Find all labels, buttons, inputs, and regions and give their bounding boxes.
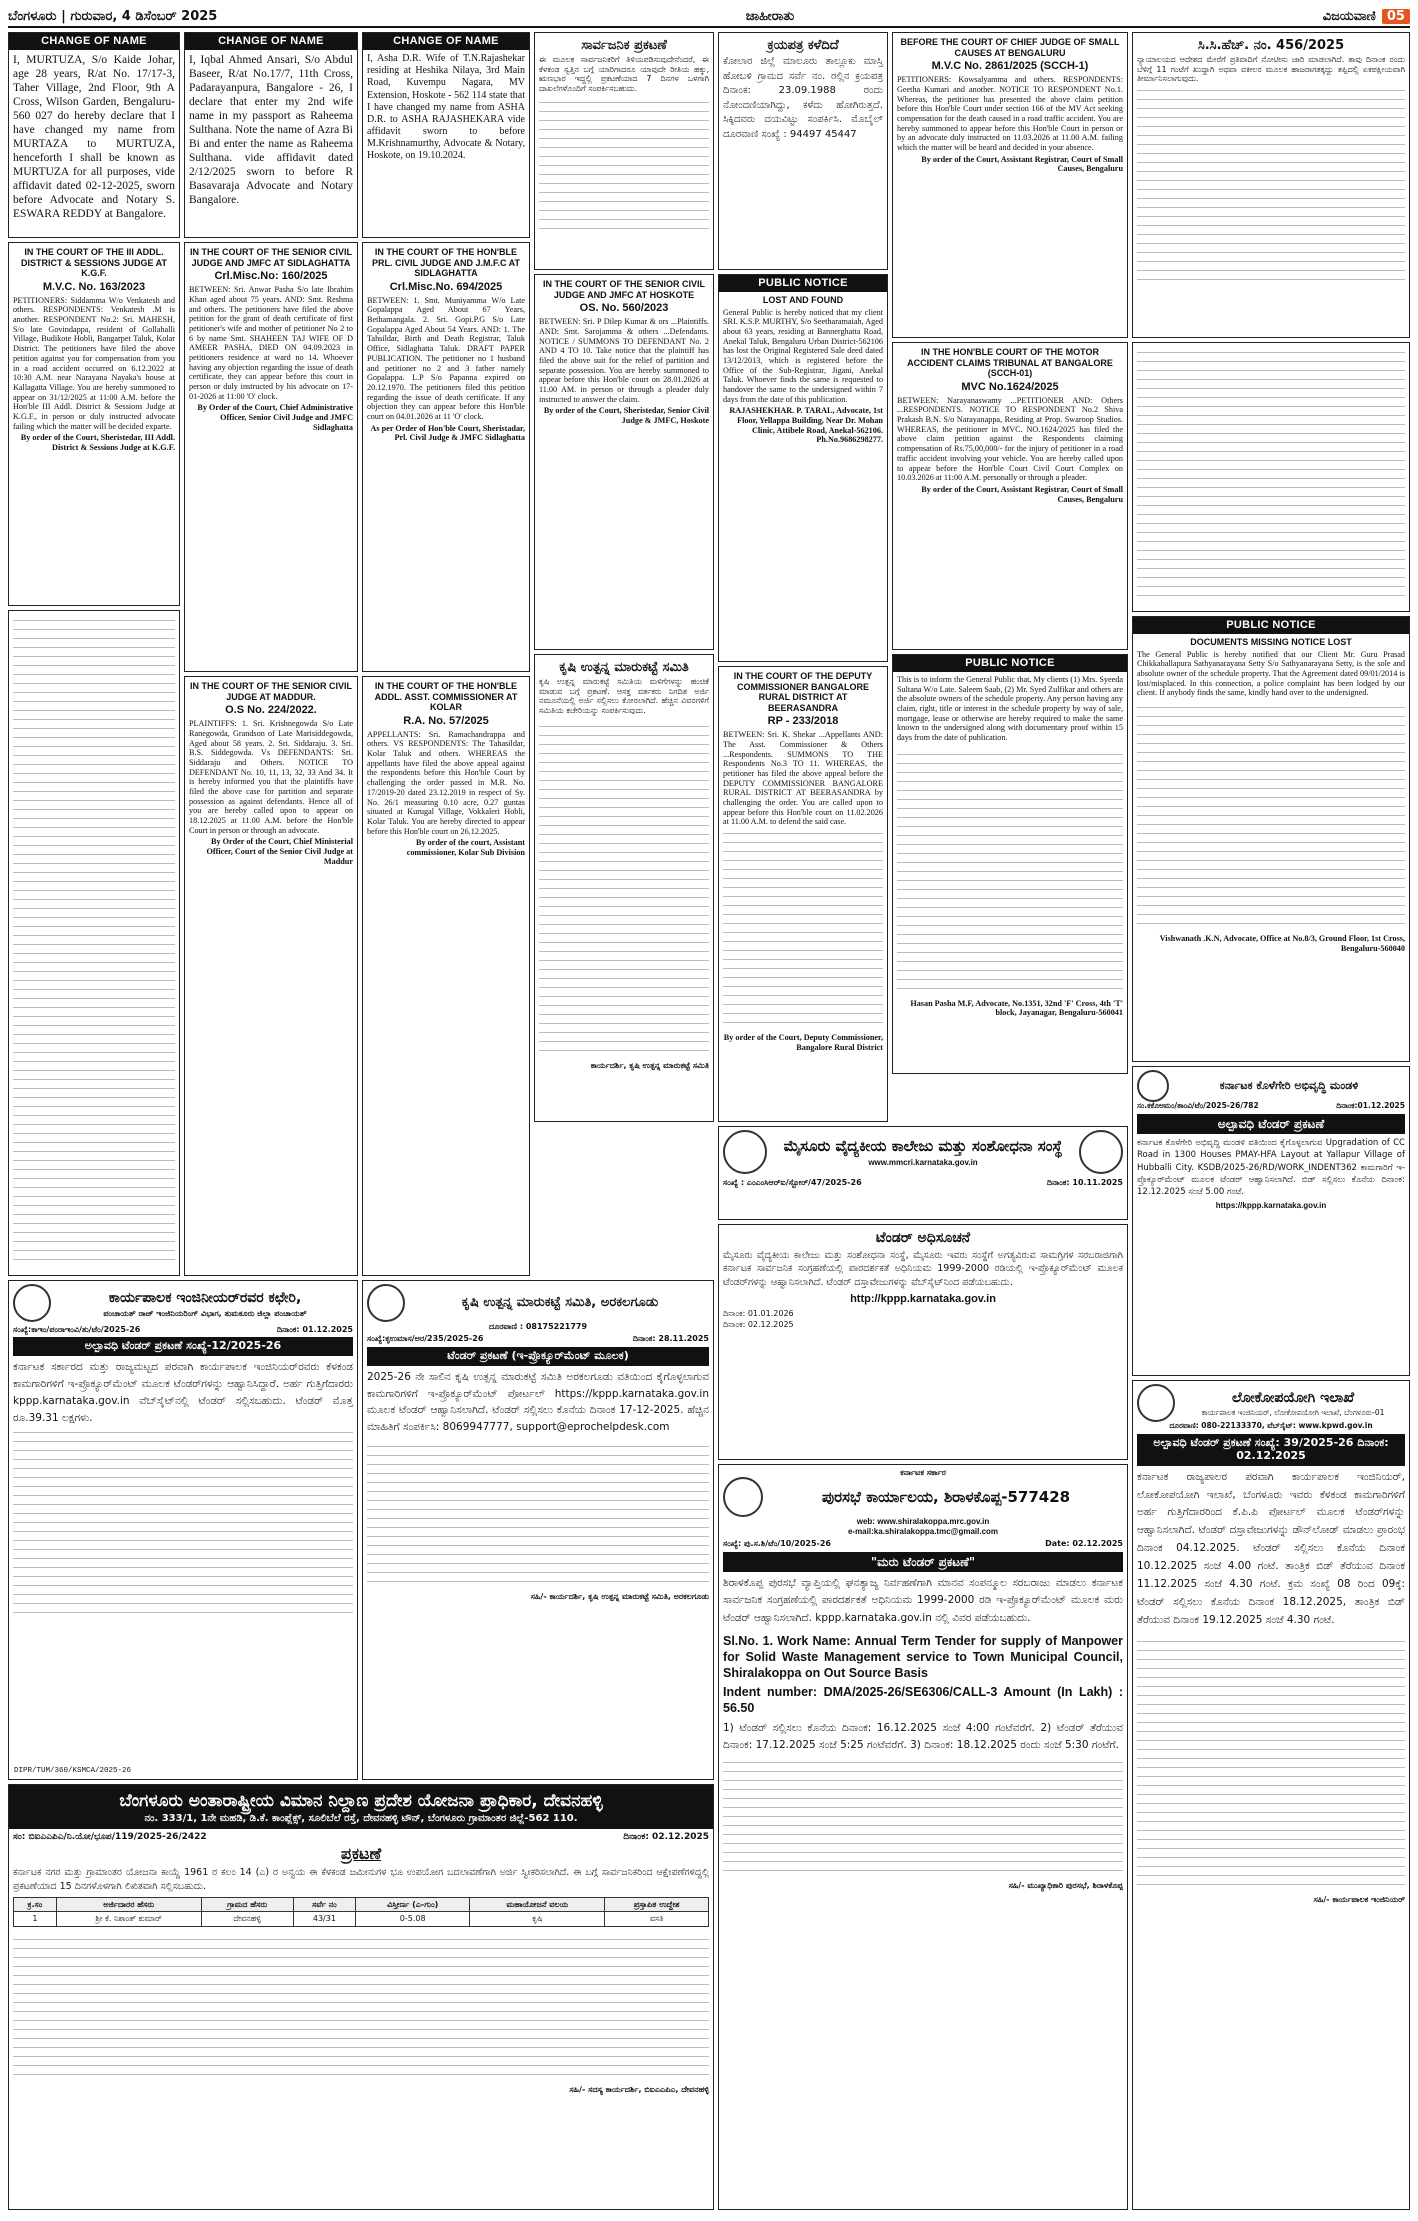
table-header: ವಿಸ್ತೀರ್ಣ (ಎ-ಗುಂ) — [355, 1897, 469, 1911]
ad-body: BETWEEN: 1. Smt. Muniyamma W/o Late Gopalappa Aged About 67 Years, Bethamangala. 2. Sri. Gopi.P.G S/o Late Gopalappa Aged About 54 Years. AND: 1. The Tahsildar, Birth and Death Registrar, Taluk Office, Sidlaghatta Taluk. DRAFT PAPER PUBLICATION. The petitioner no 1 husband and petitioner no 2 and 3 father namely Gopalappa. L.P S/o Papanna expired on 20.12.1970. The petitioners filed this petition regarding the issue of death certificate. If any objection they can appear before this Hon'ble court on 04.01.2026 at 11 'O' clock. — [367, 295, 525, 421]
work-name: Sl.No. 1. Work Name: Annual Term Tender for supply of Manpower for Solid Waste Management service to Town Municipal Council, Shiralakoppa on Out Source Basis — [723, 1633, 1123, 1681]
tender-date-2: ದಿನಾಂಕ: 02.12.2025 — [723, 1320, 794, 1330]
notice-heading: ಪ್ರಕಟಣೆ — [340, 1844, 382, 1864]
ad-signature: Vishwanath .K.N, Advocate, Office at No.8/3, Ground Floor, 1st Cross, Bengaluru-560040 — [1159, 933, 1405, 953]
karnataka-emblem-icon — [13, 1284, 51, 1322]
ksdb-tender-notice — [1132, 1066, 1410, 1376]
ad-body: ಕರ್ನಾಟಕ ನಗರ ಮತ್ತು ಗ್ರಾಮಾಂತರ ಯೋಜನಾ ಕಾಯ್ದೆ 1961 ರ ಕಲಂ 14 (ಎ) ರ ಅನ್ವಯ ಈ ಕೆಳಕಂಡ ಜಮೀನುಗಳ ಭೂ ಉಪಯೋಗ ಬದಲಾವಣೆಗಾಗಿ ಅರ್ಜಿ ಸ್ವೀಕರಿಸಲಾಗಿದೆ. ಈ ಬಗ್ಗೆ ಸಾರ್ವಜನಿಕರಿಂದ ಆಕ್ಷೇಪಣೆಗಳಿದ್ದಲ್ಲಿ ಪ್ರಕಟಣೆಯಾದ 15 ದಿನಗಳೊಳಗಾಗಿ ಲಿಖಿತವಾಗಿ ಸಲ್ಲಿಸಬಹುದು. — [13, 1867, 709, 1893]
case-number: M.V.C No. 2861/2025 (SCCH-1) — [931, 60, 1089, 73]
ad-signature: By order of the court, Assistant commissioner, Kolar Sub Division — [406, 838, 525, 857]
newspaper-page — [8, 6, 1410, 2215]
ad-body: I, Asha D.R. Wife of T.N.Rajashekar residing at Heshika Nilaya, 3rd Main Road, Kuvempu Nagara, MV Extension, Hoskote - 562 114 state that I have changed my name from ASHA D.R. to ASHA RAJASHEKARA vide affidavit sworn to before M.Krishnamurthy, Advocate & Notary, Hoskote, on 19.10.2024. — [367, 52, 525, 162]
case-number: M.V.C. No. 163/2023 — [42, 280, 146, 293]
ad-title: ಟೆಂಡರ್ ಅಧಿಸೂಚನೆ — [875, 1230, 971, 1246]
ad-body: This is to inform the General Public that, My clients (1) Mrs. Syeeda Sultana W/o Late. Saleem Saab, (2) Mr. Syed Zulfikar and others are the absolute owners of the schedule property. Any person having any claim, right, title or interest in the schedule property by way of sale, mortgage, lease or otherwise are hereby required to make the same known to the undersigned along with documentary proof within 15 days from the date of publication. — [897, 674, 1123, 742]
change-of-name-ad-1 — [8, 32, 180, 238]
tender-banner: ಅಲ್ಪಾವಧಿ ಟೆಂಡರ್ ಪ್ರಕಟಣೆ ಸಂಖ್ಯೆ-12/2025-26 — [13, 1337, 353, 1356]
ad-body: ಕರ್ನಾಟಕ ಕೊಳೆಗೇರಿ ಅಭಿವೃದ್ಧಿ ಮಂಡಳಿ ವತಿಯಿಂದ ಕೈಗೊಳ್ಳಲಾಗುವ Upgradation of CC Road in 1300 Houses PMAY-HFA Layout at Yallapur Village of Hubballi City. KSDB/2025-26/RD/WORK_INDENT362 ಕಾಮಗಾರಿಗೆ ಇ-ಪ್ರೊಕ್ಯೂರ್‌ಮೆಂಟ್ ಮೂಲಕ ಟೆಂಡರ್ ಆಹ್ವಾನಿಸಲಾಗಿದೆ. ಬಿಡ್ ಸಲ್ಲಿಸಲು ಕೊನೆಯ ದಿನಾಂಕ: 12.12.2025 ಸಂಜೆ 5.00 ಗಂಟೆ. — [1137, 1138, 1405, 1198]
tender-banner: ಅಲ್ಪಾವಧಿ ಟೆಂಡರ್ ಪ್ರಕಟಣೆ ಸಂಖ್ಯೆ: 39/2025-26 ದಿನಾಂಕ: 02.12.2025 — [1137, 1434, 1405, 1466]
ad-signature: By order of the Court, Sheristedar, III Addl. District & Sessions Judge at K.G.F. — [20, 433, 175, 452]
ad-signature: ಕಾರ್ಯದರ್ಶಿ, ಕೃಷಿ ಉತ್ಪನ್ನ ಮಾರುಕಟ್ಟೆ ಸಮಿತಿ — [590, 1061, 709, 1071]
ad-title: ಕೃಷಿ ಉತ್ಪನ್ನ ಮಾರುಕಟ್ಟೆ ಸಮಿತಿ, ಅರಕಲಗೂಡು — [461, 1295, 659, 1311]
case-number: O.S No. 224/2022. — [225, 704, 317, 717]
website: web: www.shiralakoppa.mrc.gov.in — [856, 1517, 990, 1527]
case-number: Crl.Misc.No. 694/2025 — [389, 280, 503, 293]
table-cell: ದೇವನಹಳ್ಳಿ — [201, 1912, 293, 1926]
ad-address: ನಂ. 333/1, 1ನೇ ಮಹಡಿ, ಡಿ.ಕೆ. ಕಾಂಪ್ಲೆಕ್ಸ್, ಸೂಲಿಬೆಲೆ ರಸ್ತೆ, ದೇವನಹಳ್ಳಿ ಟೌನ್, ಬೆಂಗಳೂರು ಗ್ರಾಮಾಂತರ ಜಿಲ್ಲೆ-562 110. — [144, 1813, 578, 1825]
ad-body: ಕರ್ನಾಟಕ ಸರ್ಕಾರದ ಮತ್ತು ರಾಜ್ಯಮಟ್ಟದ ಪರವಾಗಿ ಕಾರ್ಯಪಾಲಕ ಇಂಜಿನಿಯರ್‌ರವರು ಕೆಳಕಂಡ ಕಾಮಗಾರಿಗಳಿಗೆ ಇ-ಪ್ರೊಕ್ಯೂರ್‌ಮೆಂಟ್ ಮೂಲಕ ಟೆಂಡರ್‌ಗಳನ್ನು ಆಹ್ವಾನಿಸಿದ್ದಾರೆ. ಅರ್ಹ ಗುತ್ತಿಗೆದಾರರು kppp.karnataka.gov.in ವೆಬ್‌ಸೈಟ್‌ನಲ್ಲಿ ಟೆಂಡರ್ ಸಲ್ಲಿಸಬಹುದು. ಟೆಂಡರ್ ಮೊತ್ತ ರೂ.39.31 ಲಕ್ಷಗಳು. — [13, 1361, 353, 1424]
karnataka-emblem-icon — [723, 1477, 763, 1517]
case-number: Crl.Misc.No: 160/2025 — [214, 270, 328, 283]
hoskote-court-notice — [534, 274, 714, 650]
email: e-mail:ka.shiralakoppa.tmc@gmail.com — [847, 1526, 999, 1536]
ref-number: ಸಂಖ್ಯೆ:ಕಾಇಂ/ಪಂರಾಇಂವಿ/ತು/ಟೆಂ/2025-26 — [13, 1325, 141, 1334]
change-of-name-ad-2 — [184, 32, 358, 238]
ad-signature: By order of the Court, Sheristedar, Senior Civil Judge & JMFC, Hoskote — [543, 406, 709, 425]
tender-details-block — [367, 1440, 709, 1590]
tender-terms-block — [723, 1759, 1123, 1879]
ad-title: IN THE COURT OF THE DEPUTY COMMISSIONER BANGALORE RURAL DISTRICT AT BEERASANDRA — [733, 671, 873, 713]
college-logo-icon — [1079, 1130, 1123, 1174]
ad-signature: By order of the Court, Assistant Registrar, Court of Small Causes, Bengaluru — [921, 154, 1123, 174]
contact-line: ದೂರವಾಣಿ: 080-22133370, ವೆಬ್‌ಸೈಟ್: www.kpwd.gov.in — [1169, 1421, 1373, 1430]
ad-title: ಕ್ರಯಪತ್ರ ಕಳೆದಿದೆ — [767, 38, 839, 53]
ad-body: The General Public is hereby notified that our Client Mr. Guru Prasad Chikkaballapura Sathyanarayana Setty S/o Sathyanarayana Setty, is the sole and absolute owner of the schedule property. That the Agreement dated 09/01/2014 is lost/misplaced. In this connection, a police complaint has been lodged by our client. If anybody finds the same, kindly hand over to the undersigned. — [1137, 649, 1405, 698]
tender-details-block — [13, 1431, 353, 1621]
public-notice-lost-and-found — [718, 274, 888, 662]
ad-signature: ಸಹಿ/- ಸದಸ್ಯ ಕಾರ್ಯದರ್ಶಿ, ಬಿಐಎಎಪಿಎ, ದೇವನಹಳ್ಳಿ — [569, 2084, 709, 2094]
website: www.mmcri.karnataka.gov.in — [868, 1158, 978, 1168]
ref-number: ಸಂಖ್ಯೆ:ಕೃಉಮಾಸ/ಅರ/235/2025-26 — [367, 1334, 484, 1344]
ad-title: IN THE COURT OF THE HON'BLE ADDL. ASST. COMMISSIONER AT KOLAR — [374, 681, 518, 713]
ad-title: PUBLIC NOTICE — [893, 655, 1127, 672]
case-number: RP - 233/2018 — [767, 715, 839, 728]
tender-url: https://kppp.karnataka.gov.in — [1215, 1200, 1327, 1210]
kolar-assistant-commissioner-notice — [362, 676, 530, 1276]
tender-banner: "ಮರು ಟೆಂಡರ್ ಪ್ರಕಟಣೆ" — [723, 1552, 1123, 1572]
ad-body: ಕರ್ನಾಟಕ ರಾಜ್ಯಪಾಲರ ಪರವಾಗಿ ಕಾರ್ಯಪಾಲಕ ಇಂಜಿನಿಯರ್, ಲೋಕೋಪಯೋಗಿ ಇಲಾಖೆ, ಬೆಂಗಳೂರು ಇವರು ಕೆಳಕಂಡ ಕಾಮಗಾರಿಗಳಿಗೆ ಅರ್ಹ ಗುತ್ತಿಗೆದಾರರಿಂದ ಕೆ.ಪಿ.ಪಿ ಪೋರ್ಟಲ್ ಮೂಲಕ ಟೆಂಡರ್‌ಗಳನ್ನು ಆಹ್ವಾನಿಸಲಾಗಿದೆ. ಟೆಂಡರ್ ದಸ್ತಾವೇಜುಗಳನ್ನು ಡೌನ್‌ಲೋಡ್ ಮಾಡಲು ಪ್ರಾರಂಭ ದಿನಾಂಕ 04.12.2025. ಟೆಂಡರ್ ಸಲ್ಲಿಸಲು ಕೊನೆಯ ದಿನಾಂಕ 10.12.2025 ಸಂಜೆ 4.00 ಗಂಟೆ. ತಾಂತ್ರಿಕ ಬಿಡ್ ತೆರೆಯುವ ದಿನಾಂಕ 11.12.2025 ಸಂಜೆ 4.30 ಗಂಟೆ. ಕ್ರಮ ಸಂಖ್ಯೆ 08 ರಿಂದ 09ಕ್ಕೆ: ಟೆಂಡರ್ ಸಲ್ಲಿಸಲು ಕೊನೆಯ ದಿನಾಂಕ 18.12.2025, ತಾಂತ್ರಿಕ ಬಿಡ್ ತೆರೆಯುವ ದಿನಾಂಕ 19.12.2025 ಸಂಜೆ 4.30 ಗಂಟೆ. — [1137, 1470, 1405, 1626]
ad-title: ಮೈಸೂರು ವೈದ್ಯಕೀಯ ಕಾಲೇಜು ಮತ್ತು ಸಂಶೋಧನಾ ಸಂಸ್ಥೆ — [783, 1137, 1063, 1156]
table-cell: 0-5.08 — [355, 1912, 469, 1926]
lost-sale-deed-notice — [718, 32, 888, 270]
ad-title: ಕಾರ್ಯಪಾಲಕ ಇಂಜಿನೀಯರ್‌ರವರ ಕಛೇರಿ, — [108, 1290, 302, 1307]
kgf-court-notice — [8, 242, 180, 606]
table-cell: 43/31 — [293, 1912, 355, 1926]
ad-signature: As per Order of Hon'ble Court, Sheristadar, Prl. Civil Judge & JMFC Sidlaghatta — [370, 423, 525, 443]
ad-signature: ಸಹಿ/- ಕಾರ್ಯದರ್ಶಿ, ಕೃಷಿ ಉತ್ಪನ್ನ ಮಾರುಕಟ್ಟೆ ಸಮಿತಿ, ಅರಕಲಗೂಡು — [530, 1592, 709, 1602]
small-causes-court-notice — [892, 32, 1128, 338]
motor-accident-tribunal-notice — [892, 342, 1128, 650]
schedule-text-block — [1137, 702, 1405, 932]
tender-banner: ಅಲ್ಪಾವಧಿ ಟೆಂಡರ್ ಪ್ರಕಟಣೆ — [1137, 1114, 1405, 1134]
ref-date: ದಿನಾಂಕ: 02.12.2025 — [623, 1831, 709, 1842]
ref-number: ಸಂ.ಕಕೊಅಮಂ/ತಾಂವಿ/ಟೆಂ/2025-26/782 — [1137, 1101, 1259, 1110]
ad-title: CHANGE OF NAME — [185, 33, 357, 50]
ad-title: IN THE COURT OF THE SENIOR CIVIL JUDGE AND JMFC AT SIDLAGHATTA — [189, 247, 352, 268]
ad-body: PETITIONERS: Kowsalyamma and others. RESPONDENTS: Geetha Kumari and another. NOTICE TO RESPONDENT No.1. Whereas, the petitioner has presented the above claim petition before this Hon'ble Court under section 166 of the MV Act seeking compensation for the death caused in a road traffic accident. You are hereby summoned to appear before this Hon'ble Court in person or by an advocate duly instructed on 11.03.2026 at 11.00 A.M. failing which the matter will be heard and decided in your absence. — [897, 75, 1123, 152]
notice-text-block — [13, 614, 175, 1268]
table-cell: ಶ್ರೀ ಕೆ. ನಿಶಾಂತ್ ಕುಮಾರ್ — [56, 1912, 201, 1926]
tender-banner: ಟೆಂಡರ್ ಪ್ರಕಟಣೆ (ಇ-ಪ್ರೊಕ್ಯೂರ್‌ಮೆಂಟ್ ಮೂಲಕ) — [367, 1347, 709, 1366]
public-notice-schedule-property — [892, 654, 1128, 1074]
ref-date: ದಿನಾಂಕ: 28.11.2025 — [632, 1334, 709, 1344]
ad-body: I, Iqbal Ahmed Ansari, S/o Abdul Baseer, R/at No.17/7, 11th Cross, Padarayanpura, Bangalore - 26, I declare that enter my 2nd wife name in my passport as Raheema Sulthana. Note the name of Azra Bi Bi and enter the name as Raheema Sulthana. vide affidavit dated 2/12/2025 sworn to before R Basavaraja Advocate and Notary Bangalore. — [189, 53, 353, 207]
ad-title: IN THE HON'BLE COURT OF THE MOTOR ACCIDENT CLAIMS TRIBUNAL AT BANGALORE (SCCH-01) — [907, 347, 1113, 379]
ad-body: General Public is hereby noticed that my client SRI. K.S.P. MURTHY, S/o Seetharamaiah, Aged about 63 years, residing at Bannerghatta Road, Anekal Taluk, Bengaluru Urban District-562106 has lost the Original Registered Sale deed dated 13/12/2013, which is registered before the Office of the Sub-Registrar, Jigani, Anekal Taluk. Whoever finds the same is requested to handover the same to the undersigned within 7 days from the date of this publication. — [723, 307, 883, 404]
prl-civil-judge-notice — [362, 242, 530, 672]
tender-dates: 1) ಟೆಂಡರ್ ಸಲ್ಲಿಸಲು ಕೊನೆಯ ದಿನಾಂಕ: 16.12.2025 ಸಂಜೆ 4:00 ಗಂಟೆವರೆಗೆ. 2) ಟೆಂಡರ್ ತೆರೆಯುವ ದಿನಾಂಕ: 17.12.2025 ಸಂಜೆ 5:25 ಗಂಟೆವರೆಗೆ. 3) ದಿನಾಂಕ: 18.12.2025 ರಂದು ಸಂಜೆ 5:30 ಗಂಟೆಗೆ. — [723, 1722, 1123, 1752]
ad-title: CHANGE OF NAME — [9, 33, 179, 50]
ad-body: I, MURTUZA, S/o Kaide Johar, age 28 years, R/at No. 17/17-3, Taher Village, 2nd Floor, 9th A Cross, Wilson Garden, Bengaluru-560 027 do hereby declare that I have changed my name from MURTAZA to MURTUZA, henceforth I shall be known as MURTUZA for all purposes, vide affidavit dated 02-12-2025, sworn before Advocate and Notary S. ESWARA REDDY at Bangalore. — [13, 53, 175, 221]
ad-title: CHANGE OF NAME — [363, 33, 529, 50]
ad-subtitle: LOST AND FOUND — [762, 294, 844, 305]
notice-text-block — [723, 831, 883, 1031]
kannada-court-notice-cch — [1132, 32, 1410, 338]
maddur-court-notice — [184, 676, 358, 1276]
table-header: ಮಹಾಯೋಜನೆ ವಲಯ — [470, 1897, 605, 1911]
table-header: ಕ್ರ.ಸಂ — [14, 1897, 57, 1911]
ad-title: PUBLIC NOTICE — [1133, 617, 1409, 634]
ref-number: ಸಂಖ್ಯೆ: ಪು.ಸ.ಶಿ/ಟೆಂ/10/2025-26 — [723, 1539, 831, 1549]
table-header: ಅರ್ಜಿದಾರರ ಹೆಸರು — [56, 1897, 201, 1911]
ad-body: BETWEEN: Narayanaswamy ...PETITIONER AND: Others ...RESPONDENTS. NOTICE TO RESPONDENT No.2 Shiva Prakash B.N. S/o Narayanappa, Residing at Prop. Swaroop Studios. WHEREAS, the petitioner in MVC. NO.1624/2025 has filed the above claim petition against the Respondents claiming compensation of Rs.75,00,000/- for the injury of petitioner in a road traffic accident involving your vehicle. You are hereby called upon to appear before the Hon'ble Court Civil Court Complex on 10.03.2026 at 11:00 A.M. personally or through a pleader. — [897, 395, 1123, 483]
ad-signature: ಸಹಿ/- ಕಾರ್ಯಪಾಲಕ ಇಂಜಿನಿಯರ್ — [1313, 1895, 1405, 1905]
tender-date-1: ದಿನಾಂಕ: 01.01.2026 — [723, 1308, 794, 1318]
ad-footer-code: DIPR/TUM/360/KSMCA/2025-26 — [14, 1767, 132, 1776]
masthead-section: ಜಾಹೀರಾತು — [745, 8, 795, 24]
ad-body: ನ್ಯಾಯಾಲಯದ ಆದೇಶದ ಮೇರೆಗೆ ಪ್ರತಿವಾದಿಗೆ ನೋಟೀಸು ಜಾರಿ ಮಾಡಲಾಗಿದೆ. ತಾವು ದಿನಾಂಕ ರಂದು ಬೆಳಿಗ್ಗೆ 11 ಗಂಟೆಗೆ ಖುದ್ದಾಗಿ ಅಥವಾ ವಕೀಲರ ಮೂಲಕ ಹಾಜರಾಗತಕ್ಕದ್ದು ತಪ್ಪಿದಲ್ಲಿ ಏಕಪಕ್ಷೀಯವಾಗಿ ತೀರ್ಮಾನಿಸಲಾಗುವುದು. — [1137, 55, 1405, 84]
case-number: MVC No.1624/2025 — [961, 380, 1059, 393]
table-header: ಸರ್ವೆ ನಂ — [293, 1897, 355, 1911]
masthead-brand: ವಿಜಯವಾಣಿ 05 — [1323, 9, 1410, 24]
ad-signature: By Order of the Court, Chief Administrative Officer, Senior Civil Judge and JMFC Sidlaghatta — [197, 403, 353, 432]
panchayat-raj-tender-notice — [8, 1280, 358, 1780]
ad-title: IN THE COURT OF THE III ADDL. DISTRICT & SESSIONS JUDGE AT K.G.F. — [20, 247, 168, 279]
ksdb-emblem-icon — [1137, 1070, 1169, 1102]
table-header: ಪ್ರಸ್ತಾಪಿತ ಉದ್ದೇಶ — [605, 1897, 709, 1911]
ad-body: PETITIONERS: Siddamma W/o Venkatesh and others. RESPONDENTS: Venkatesh .M is another. RESPONDENT No.2: Sri. MAHESH, S/o late Govindappa, resident of Gollahalli Village, Budikote Hobli, Bangarpet Taluk, Kolar District. The petitioners have filed the above petition against you for compensation from you in a road accident occurred on 6.12.2022 at 10:30 A.M. near Narayana Nayaka's house at Kallagatta Village. You are hereby summoned to appear on 31/12/2025 at 11:00 A.M. before the Hon'ble III Addl. District & Sessions Judge at K.G.F., in person or duly instructed advocate failing which the matter will be decided exparte. — [13, 295, 175, 431]
tender-url: http://kppp.karnataka.gov.in — [850, 1292, 996, 1305]
ad-title: ಕರ್ನಾಟಕ ಕೊಳೆಗೇರಿ ಅಭಿವೃದ್ಧಿ ಮಂಡಳಿ — [1219, 1078, 1359, 1092]
schedule-table-image — [539, 97, 709, 237]
ad-body: BETWEEN: Sri. P Dilep Kumar & ors ...Plaintiffs. AND: Smt. Sarojamma & others ...Defendants. NOTICE / SUMMONS TO DEFENDANT No. 2 AND 4 TO 10. Take notice that the plaintiff has filed the above suit for the relief of partition and separate possession. You are hereby summoned to appear before this Hon'ble court on 28.01.2026 at 11.00 AM. in person or through a pleader duly instructed to answer the claim. — [539, 317, 709, 404]
table-cell: ಕೃಷಿ — [470, 1912, 605, 1926]
apmc-logo-icon — [367, 1284, 405, 1322]
ad-subtitle: ಪಂಚಾಯತ್ ರಾಜ್ ಇಂಜಿನಿಯರಿಂಗ್ ವಿಭಾಗ, ತುಮಕೂರು ಜಿಲ್ಲಾ ಪಂಚಾಯತ್ — [103, 1308, 307, 1318]
ad-body: ಮೈಸೂರು ವೈದ್ಯಕೀಯ ಕಾಲೇಜು ಮತ್ತು ಸಂಶೋಧನಾ ಸಂಸ್ಥೆ, ಮೈಸೂರು ಇವರು ಸಂಸ್ಥೆಗೆ ಅಗತ್ಯವಿರುವ ಸಾಮಗ್ರಿಗಳ ಸರಬರಾಜಿಗಾಗಿ ಕರ್ನಾಟಕ ಸಾರ್ವಜನಿಕ ಸಂಗ್ರಹಣೆಯಲ್ಲಿ ಪಾರದರ್ಶಕತೆ ಅಧಿನಿಯಮ 1999-2000 ರಡಿಯಲ್ಲಿ ಇ-ಪ್ರೊಕ್ಯೂರ್‌ಮೆಂಟ್ ಮೂಲಕ ಟೆಂಡರ್‌ಗಳನ್ನು ಆಹ್ವಾನಿಸಲಾಗಿದೆ. ಟೆಂಡರ್ ದಸ್ತಾವೇಜುಗಳನ್ನು ವೆಬ್‌ಸೈಟ್‌ನಿಂದ ಪಡೆಯಬಹುದು. — [723, 1249, 1123, 1289]
indent-number: Indent number: DMA/2025-26/SE6306/CALL-3 Amount (In Lakh) : 56.50 — [723, 1684, 1123, 1715]
ad-signature: Hasan Pasha M.F, Advocate, No.1351, 32nd 'F' Cross, 4th 'T' block, Jayanagar, Bengaluru-560041 — [910, 998, 1123, 1018]
ad-title: ಪುರಸಭೆ ಕಾರ್ಯಾಲಯ, ಶಿರಾಳಕೊಪ್ಪ-577428 — [821, 1487, 1071, 1506]
masthead — [8, 6, 1410, 28]
ad-title: ಸಿ.ಸಿ.ಹೆಚ್. ನಂ. 456/2025 — [1197, 38, 1345, 53]
ad-title: ಕೃಷಿ ಉತ್ಪನ್ನ ಮಾರುಕಟ್ಟೆ ಸಮಿತಿ — [559, 660, 689, 675]
ad-subtitle: DOCUMENTS MISSING NOTICE LOST — [1190, 636, 1352, 647]
sidlaghatta-court-notice — [184, 242, 358, 672]
notice-text-block — [1137, 88, 1405, 288]
ad-body: ಕೋಲಾರ ಜಿಲ್ಲೆ ಮಾಲೂರು ತಾಲ್ಲೂಕು ಮಾಸ್ತಿ ಹೋಬಳಿ ಗ್ರಾಮದ ಸರ್ವೆ ನಂ. ರಲ್ಲಿನ ಕ್ರಯಪತ್ರ ದಿನಾಂಕ: 23.09.1988 ರಂದು ನೋಂದಣಿಯಾಗಿದ್ದು, ಕಳೆದು ಹೋಗಿರುತ್ತದೆ. ಸಿಕ್ಕಿದವರು ದಯವಿಟ್ಟು ಸಂಪರ್ಕಿಸಿ. ಮೊಬೈಲ್ ದೂರವಾಣಿ ಸಂಖ್ಯೆ : 94497 45447 — [723, 56, 883, 140]
ref-date: ದಿನಾಂಕ: 01.12.2025 — [276, 1325, 353, 1334]
ad-signature: RAJASHEKHAR. P. TARAL, Advocate, 1st Floor, Yellappa Building, Near Dr. Mohan Clinic, Attibele Road, Anekal-562106. Ph.No.9686298277. — [729, 406, 883, 445]
pwd-emblem-icon — [1137, 1384, 1175, 1422]
ad-title: IN THE COURT OF THE SENIOR CIVIL JUDGE AT MADDUR. — [189, 681, 352, 702]
case-number: OS. No. 560/2023 — [579, 302, 669, 315]
ad-body: APPELLANTS: Sri. Ramachandrappa and others. VS RESPONDENTS: The Tahasildar, Kolar Taluk and others. WHEREAS the appellants have filed the above appeal against the respondents before this Hon'ble Court by challenging the order passed in M.R. No. 17/2019-20 dated 23.12.2019 in respect of Sy. No. 26/1 measuring 0.10 acre, 0.27 guntas situated at Kurugal Village, Vokkaleri Hobli, Kolar Taluk. You are hereby directed to appear before this Hon'ble court on 26.12.2025. — [367, 729, 525, 836]
land-use-table — [13, 1897, 709, 1927]
biaapa-land-use-notice — [8, 1784, 714, 2210]
left-column-notice — [8, 610, 180, 1276]
ad-body: ಶಿರಾಳಕೊಪ್ಪ ಪುರಸಭೆ ವ್ಯಾಪ್ತಿಯಲ್ಲಿ ಘನತ್ಯಾಜ್ಯ ನಿರ್ವಹಣೆಗಾಗಿ ಮಾನವ ಸಂಪನ್ಮೂಲ ಸರಬರಾಜು ಮಾಡಲು ಕರ್ನಾಟಕ ಸಾರ್ವಜನಿಕ ಸಂಗ್ರಹಣೆಯಲ್ಲಿ ಪಾರದರ್ಶಕತೆ ಅಧಿನಿಯಮ 1999-2000 ರಡಿ ಇ-ಪ್ರೊಕ್ಯೂರ್‌ಮೆಂಟ್ ಮೂಲಕ ಮರು ಟೆಂಡರ್ ಆಹ್ವಾನಿಸಲಾಗಿದೆ. kppp.karnataka.gov.in ನಲ್ಲಿ ವಿವರ ಪಡೆಯಬಹುದು. — [723, 1576, 1123, 1624]
page-number: 05 — [1382, 9, 1410, 24]
table-header: ಗ್ರಾಮದ ಹೆಸರು — [201, 1897, 293, 1911]
notice-text-block — [1137, 346, 1405, 604]
pwd-tender-notice — [1132, 1380, 1410, 2210]
phone-number: ದೂರವಾಣಿ : 08175221779 — [488, 1322, 588, 1331]
public-notice-documents-missing — [1132, 616, 1410, 1062]
ad-body: ಕೃಷಿ ಉತ್ಪನ್ನ ಮಾರುಕಟ್ಟೆ ಸಮಿತಿಯ ಮಳಿಗೆಗಳನ್ನು ಹಂಚಿಕೆ ಮಾಡುವ ಬಗ್ಗೆ ಪ್ರಕಟಣೆ. ಆಸಕ್ತ ವರ್ತಕರು ನಿಗದಿತ ಅರ್ಜಿ ನಮೂನೆಯಲ್ಲಿ ಅರ್ಜಿ ಸಲ್ಲಿಸಲು ಕೋರಲಾಗಿದೆ. ಹೆಚ್ಚಿನ ವಿವರಗಳಿಗೆ ಸಮಿತಿಯ ಕಚೇರಿಯನ್ನು ಸಂಪರ್ಕಿಸುವುದು. — [539, 677, 709, 715]
notice-conditions-block — [13, 1933, 709, 2083]
change-of-name-ad-3 — [362, 32, 530, 238]
ref-number: ಸಂಖ್ಯೆ : ಎಂಎಂಸಿಆರ್‌ಐ/ಸ್ಟೋರ್/47/2025-26 — [723, 1178, 862, 1187]
ad-title: ಸಾರ್ವಜನಿಕ ಪ್ರಕಟಣೆ — [581, 38, 667, 53]
table-row — [14, 1912, 709, 1926]
ad-signature: By order of the Court, Deputy Commissioner, Bangalore Rural District — [723, 1033, 883, 1052]
emblem-icon — [723, 1130, 767, 1174]
ref-number: ಸಂ: ಬಿಐಎಎಪಿಎ/ನಿ.ಯೋ/ಭೂಪ/119/2025-26/2422 — [13, 1831, 207, 1842]
case-number: R.A. No. 57/2025 — [403, 714, 489, 727]
ad-subtitle: ಕರ್ನಾಟಕ ಸರ್ಕಾರ — [900, 1468, 946, 1477]
ad-body: BETWEEN: Sri. K. Shekar ...Appellants AND: The Asst. Commissioner & Others ...Respondents. SUMMONS TO THE Respondents No.3 TO 11. WHEREAS, the petitioner has filed the above appeal before the DEPUTY COMMISSIONER BANGALORE RURAL DISTRICT AT BEERASANDRA by challenging the order. You are called upon to appear before this Hon'ble court on 11.02.2026 at 11.00 A.M. to defend the said case. — [723, 730, 883, 827]
ad-subtitle: ಕಾರ್ಯಪಾಲಕ ಇಂಜಿನಿಯರ್, ಲೋಕೋಪಯೋಗಿ ಇಲಾಖೆ, ಬೆಂಗಳೂರು-01 — [1201, 1407, 1385, 1417]
notice-text-block — [539, 719, 709, 1059]
table-cell: ವಸತಿ — [605, 1912, 709, 1926]
deputy-commissioner-notice — [718, 666, 888, 1122]
ad-signature: By Order of the Court, Chief Ministerial Officer, Court of the Senior Civil Judge at Maddur — [206, 837, 353, 866]
ad-title: IN THE COURT OF THE SENIOR CIVIL JUDGE AND JMFC AT HOSKOTE — [542, 279, 705, 300]
mysore-tender-notification — [718, 1224, 1128, 1460]
ad-body: ಈ ಮೂಲಕ ಸಾರ್ವಜನಿಕರಿಗೆ ತಿಳಿಯಪಡಿಸುವುದೇನೆಂದರೆ, ಈ ಕೆಳಕಂಡ ಸ್ವತ್ತಿನ ಬಗ್ಗೆ ಯಾರಿಗಾದರೂ ಯಾವುದೇ ರೀತಿಯ ಹಕ್ಕು, ಋಣಭಾರ ಇದ್ದಲ್ಲಿ ಪ್ರಕಟಣೆಯಾದ 7 ದಿನಗಳ ಒಳಗಾಗಿ ದಾಖಲೆಗಳೊಂದಿಗೆ ಸಂಪರ್ಕಿಸಬಹುದು. — [539, 55, 709, 93]
ad-title: PUBLIC NOTICE — [719, 275, 887, 292]
ad-title: BEFORE THE COURT OF CHIEF JUDGE OF SMALL CAUSES AT BENGALURU — [900, 37, 1120, 58]
ad-title: IN THE COURT OF THE HON'BLE PRL. CIVIL JUDGE AND J.M.F.C AT SIDLAGHATTA — [371, 247, 520, 279]
mysore-medical-college-header — [718, 1126, 1128, 1220]
ad-signature: ಸಹಿ/- ಮುಖ್ಯಾಧಿಕಾರಿ ಪುರಸಭೆ, ಶಿರಾಳಕೊಪ್ಪ — [1008, 1880, 1123, 1890]
ad-body: PLAINTIFFS: 1. Sri. Krishnegowda S/o Late Ranegowda, Grandson of Late Marisiddegowda, Aged about 58 years. 2. Sri. Siddaraju. 3. Sri. B.S. Siddegowda. Vs DEFENDANTS: Sri. Siddaraju and Others. NOTICE TO DEFENDANT No. 10, 11, 13, 32, 33 And 34. It is hereby informed you that the plaintiffs have filed the above case for partition and separate possession as against defendants. Hence all of you are hereby called upon to appear on 18.12.2025 at 11.00 A.M. before the Hon'ble Court in person or through an advocate. — [189, 719, 353, 835]
shiralakoppa-retender-notice — [718, 1464, 1128, 2210]
ref-date: ದಿನಾಂಕ:01.12.2025 — [1336, 1101, 1405, 1110]
apmc-arakalagudu-tender — [362, 1280, 714, 1780]
ref-date: Date: 02.12.2025 — [1045, 1539, 1123, 1549]
ad-body: BETWEEN: Sri. Anwar Pasha S/o late Ibrahim Khan aged about 75 years. AND: Smt. Reshma and others. The petitioners have filed the above petition for the grant of death certificate of first petitioner's wife and mother of petitioner No 2 to 6 by name Smt. SHAHEEN TAJ WIFE OF D AMEER PASHA, DIED ON 04.09.2023 in petitioners residence at ward no 14. Whoever having any objection regarding the issue of death certificate, they can appear before this court in person or duly instructed by his advocate on 17-01-2026 at 11:00 'O' clock. — [189, 285, 353, 401]
ad-title: ಲೋಕೋಪಯೋಗಿ ಇಲಾಖೆ — [1232, 1390, 1354, 1407]
tender-details-block — [1137, 1633, 1405, 1893]
ad-title: ಬೆಂಗಳೂರು ಅಂತಾರಾಷ್ಟ್ರೀಯ ವಿಮಾನ ನಿಲ್ದಾಣ ಪ್ರದೇಶ ಯೋಜನಾ ಪ್ರಾಧಿಕಾರ, ದೇವನಹಳ್ಳಿ — [119, 1791, 603, 1811]
table-cell: 1 — [14, 1912, 57, 1926]
ref-date: ದಿನಾಂಕ: 10.11.2025 — [1046, 1178, 1123, 1187]
kannada-public-notice-1 — [534, 32, 714, 270]
kannada-long-notice — [1132, 342, 1410, 612]
masthead-date: ಬೆಂಗಳೂರು | ಗುರುವಾರ, 4 ಡಿಸೆಂಬರ್ 2025 — [8, 8, 218, 24]
ad-body: 2025-26 ನೇ ಸಾಲಿನ ಕೃಷಿ ಉತ್ಪನ್ನ ಮಾರುಕಟ್ಟೆ ಸಮಿತಿ ಅರಕಲಗೂಡು ವತಿಯಿಂದ ಕೈಗೊಳ್ಳಲಾಗುವ ಕಾಮಗಾರಿಗಳಿಗೆ ಇ-ಪ್ರೊಕ್ಯೂರ್‌ಮೆಂಟ್ ಪೋರ್ಟಲ್ https://kppp.karnataka.gov.in ಮೂಲಕ ಟೆಂಡರ್ ಆಹ್ವಾನಿಸಲಾಗಿದೆ. ಟೆಂಡರ್ ಸಲ್ಲಿಸಲು ಕೊನೆಯ ದಿನಾಂಕ 17-12-2025. ಹೆಚ್ಚಿನ ಮಾಹಿತಿಗೆ ಸಂಪರ್ಕಿಸಿ: 8069947777, support@eprochelpdesk.com — [367, 1370, 709, 1434]
schedule-text-block — [897, 747, 1123, 997]
ad-signature: By order of the Court, Assistant Registrar, Court of Small Causes, Bengaluru — [921, 484, 1123, 504]
agri-market-notice — [534, 654, 714, 1122]
